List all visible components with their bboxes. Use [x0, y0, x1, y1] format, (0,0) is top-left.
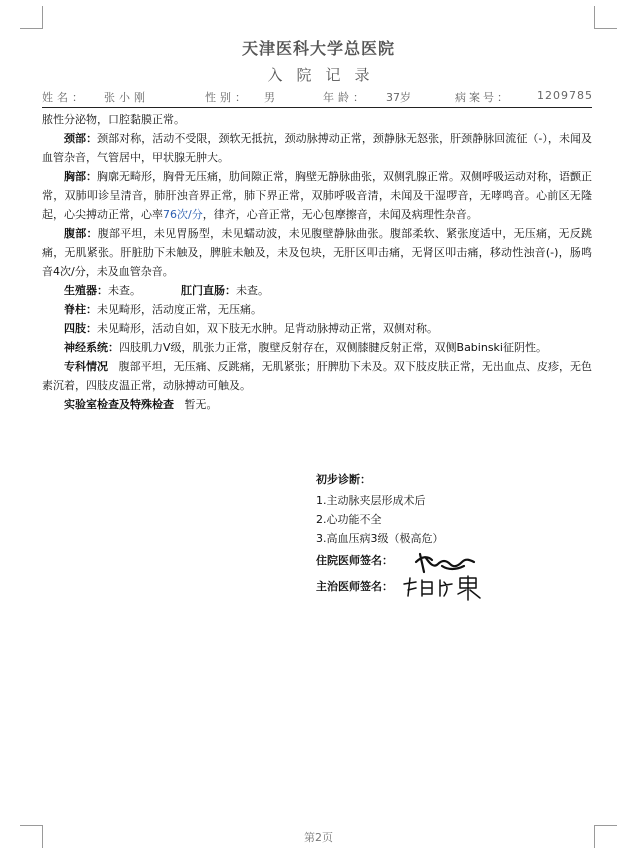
- chest-section: [42, 167, 592, 224]
- diagnosis-item: 1.主动脉夹层形成术后: [316, 494, 426, 507]
- chest-text: 胸廓无畸形，胸骨无压痛，肋间隙正常，胸壁无静脉曲张，双侧乳腺正常。双侧呼吸运动对称，语颤正常，双肺叩诊呈清音，肺肝浊音界正常，肺下界正常，双肺呼吸音清，未闻及干湿啰音，无哮鸣音。心前区无隆起，心尖搏动正常，心率: [42, 170, 592, 221]
- genital-label: 生殖器：: [64, 284, 108, 297]
- patient-sex: 男: [264, 91, 275, 104]
- name-label: 姓名：: [42, 91, 87, 104]
- attending-signature-label: 主治医师签名：: [316, 580, 393, 593]
- special-text: 腹部平坦，无压痛、反跳痛，无肌紧张；肝脾肋下未及。双下肢皮肤正常，无出血点、皮疹，无色素沉着，四肢皮温正常，动脉搏动可触及。: [42, 360, 593, 392]
- limbs-label: 四肢：: [64, 322, 97, 335]
- resident-signature-image: [412, 550, 480, 574]
- special-section: [42, 357, 592, 395]
- spine-section: [42, 300, 592, 319]
- patient-name: 张小刚: [104, 91, 149, 104]
- patient-age: 37岁: [386, 91, 411, 104]
- patient-info-bar: [42, 88, 592, 108]
- chest-text-end: ，律齐，心音正常，无心包摩擦音，未闻及病理性杂音。: [202, 208, 478, 221]
- age-label: 年龄：: [323, 91, 368, 104]
- lab-section: [42, 395, 592, 414]
- record-title: 入院记录: [267, 66, 384, 84]
- chest-label: 胸部：: [64, 170, 97, 183]
- page-corner-mark: [20, 6, 43, 29]
- abdomen-section: [42, 224, 592, 281]
- limbs-section: [42, 319, 592, 338]
- diagnosis-item: 3.高血压病3级（极高危）: [316, 532, 444, 545]
- lab-text: 暂无。: [184, 398, 218, 411]
- resident-signature-row: [316, 548, 556, 574]
- neuro-label: 神经系统：: [64, 341, 119, 354]
- attending-signature-row: [316, 574, 556, 600]
- diagnosis-title: 初步诊断：: [316, 473, 371, 486]
- genital-anus-section: [42, 281, 592, 300]
- spine-label: 脊柱：: [64, 303, 97, 316]
- case-number-label: 病案号：: [455, 91, 511, 104]
- special-label: 专科情况: [64, 360, 109, 373]
- oral-line: 脓性分泌物，口腔黏膜正常。: [42, 113, 185, 126]
- diagnosis-item: 2.心功能不全: [316, 513, 382, 526]
- diagnosis-block: [316, 470, 556, 600]
- abdomen-text: 腹部平坦，未见胃肠型，未见蠕动波，未见腹壁静脉曲张。腹部柔软、紧张度适中，无压痛，无反跳痛，无肌紧张。肝脏肋下未触及，脾脏未触及，未及包块，无肝区叩击痛，无肾区叩击痛，移动性浊音(-)，肠鸣音4次/分，未及血管杂音。: [42, 227, 592, 278]
- neck-text: 颈部对称，活动不受限，颈软无抵抗，颈动脉搏动正常，颈静脉无怒张，肝颈静脉回流征（-），未闻及血管杂音，气管居中，甲状腺无肿大。: [42, 132, 593, 164]
- anus-label: 肛门直肠：: [181, 284, 236, 297]
- genital-text: 未查。: [108, 284, 141, 297]
- attending-signature-image: [400, 572, 484, 602]
- neck-section: [42, 129, 592, 167]
- lab-label: 实验室检查及特殊检查: [64, 398, 174, 411]
- neuro-section: [42, 338, 592, 357]
- page-number: 第2页: [304, 831, 333, 844]
- hospital-name: 天津医科大学总医院: [241, 39, 395, 58]
- limbs-text: 未见畸形，活动自如，双下肢无水肿。足背动脉搏动正常，双侧对称。: [97, 322, 438, 335]
- spine-text: 未见畸形，活动度正常，无压痛。: [97, 303, 262, 316]
- neck-label: 颈部：: [64, 132, 98, 145]
- resident-signature-label: 住院医师签名：: [316, 554, 393, 567]
- abdomen-label: 腹部：: [64, 227, 98, 240]
- sex-label: 性别：: [205, 91, 250, 104]
- anus-text: 未查。: [236, 284, 269, 297]
- heart-rate: 76次/分: [163, 208, 203, 221]
- case-number: 1209785: [537, 89, 593, 102]
- exam-body: [42, 110, 592, 414]
- neuro-text: 四肢肌力V级，肌张力正常，腹壁反射存在，双侧膝腱反射正常，双侧Babinski征阴性。: [119, 341, 547, 354]
- page-corner-mark: [594, 6, 617, 29]
